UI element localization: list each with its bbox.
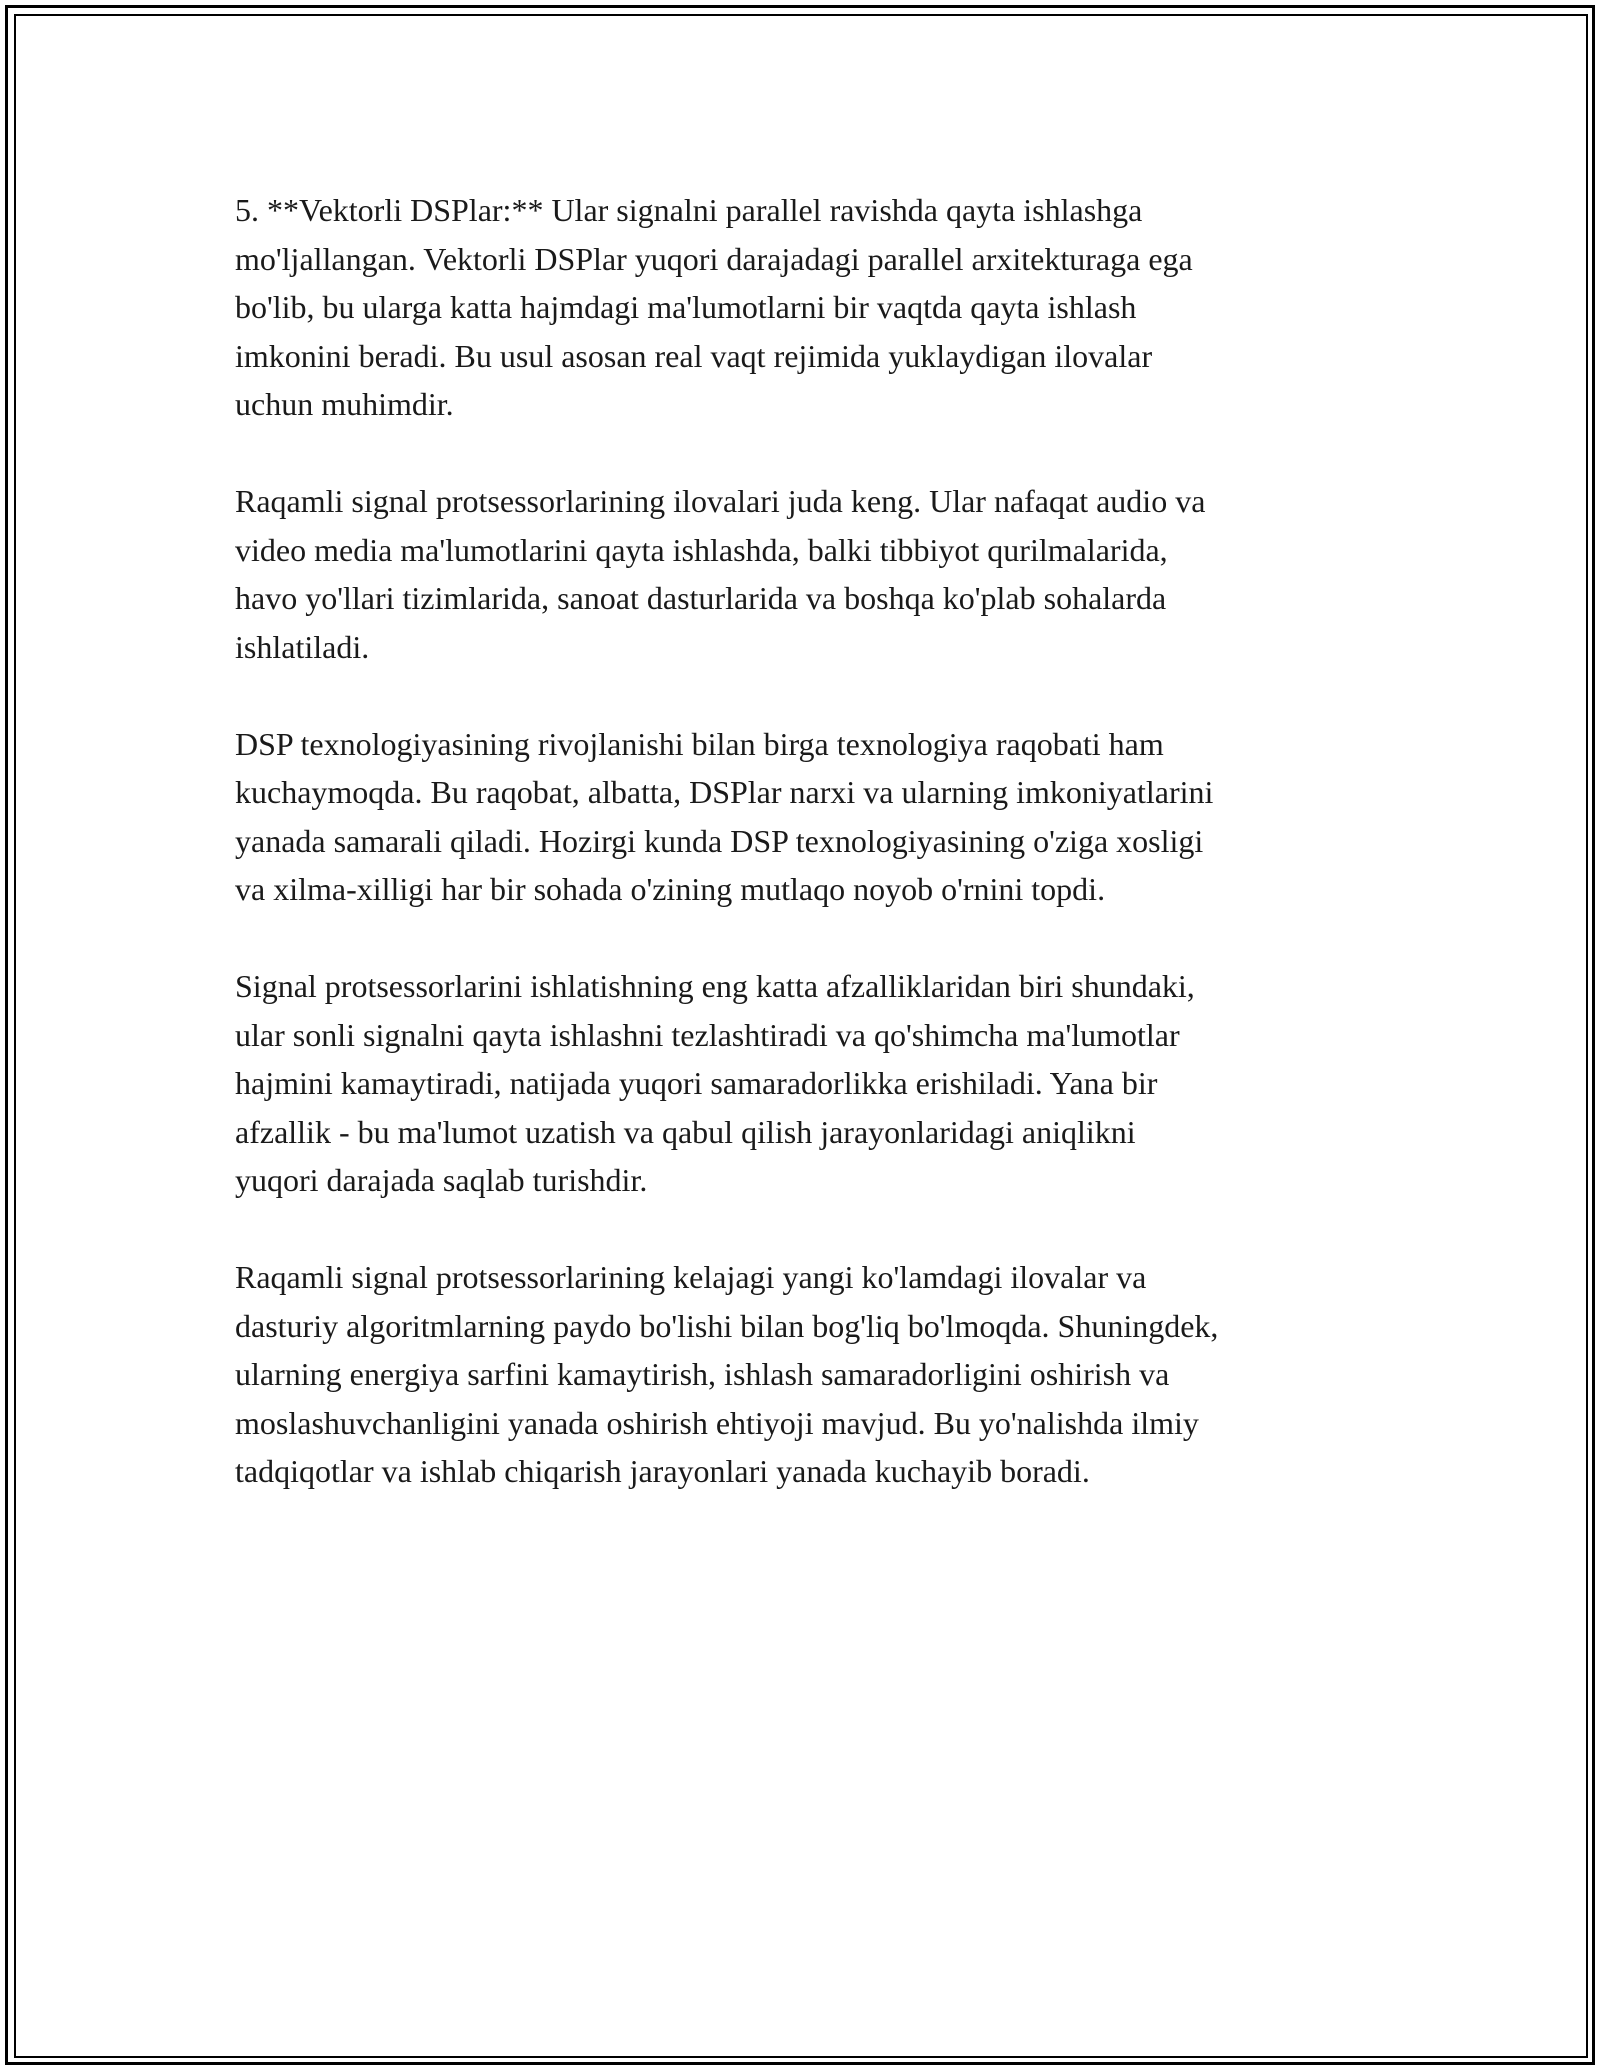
document-body: [235, 186, 1385, 1496]
paragraph-vector-dsp: 5. **Vektorli DSPlar:** Ular signalni parallel ravishda qayta ishlashga mo'ljallangan. Vektorli DSPlar yuqori darajadagi parallel arxitekturaga ega bo'lib, bu ularga katta hajmdagi ma'lumotlarni bir vaqtda qayta ishlash imkonini beradi. Bu usul asosan real vaqt rejimida yuklaydigan ilovalar uchun muhimdir.: [235, 192, 1193, 422]
paragraph-competition: DSP texnologiyasining rivojlanishi bilan birga texnologiya raqobati ham kuchaymoqda. Bu raqobat, albatta, DSPlar narxi va ularning imkoniyatlarini yanada samarali qiladi. Hozirgi kunda DSP texnologiyasining o'ziga xosligi va xilma-xilligi har bir sohada o'zining mutlaqo noyob o'rnini topdi.: [235, 725, 1214, 907]
paragraph-future: Raqamli signal protsessorlarining kelajagi yangi ko'lamdagi ilovalar va dasturiy algoritmlarning paydo bo'lishi bilan bog'liq bo'lmoqda. Shuningdek, ularning energiya sarfini kamaytirish, ishlash samaradorligini oshirish va moslashuvchanligini yanada oshirish ehtiyoji mavjud. Bu yo'nalishda ilmiy tadqiqotlar va ishlab chiqarish jarayonlari yanada kuchayib boradi.: [235, 1259, 1219, 1489]
paragraph-applications: Raqamli signal protsessorlarining ilovalari juda keng. Ular nafaqat audio va video media ma'lumotlarini qayta ishlashda, balki tibbiyot qurilmalarida, havo yo'llari tizimlarida, sanoat dasturlarida va boshqa ko'plab sohalarda ishlatiladi.: [235, 483, 1206, 665]
paragraph-advantages: Signal protsessorlarini ishlatishning eng katta afzalliklaridan biri shundaki, ular sonli signalni qayta ishlashni tezlashtiradi va qo'shimcha ma'lumotlar hajmini kamaytiradi, natijada yuqori samaradorlikka erishiladi. Yana bir afzallik - bu ma'lumot uzatish va qabul qilish jarayonlaridagi aniqlikni yuqori darajada saqlab turishdir.: [235, 968, 1195, 1198]
